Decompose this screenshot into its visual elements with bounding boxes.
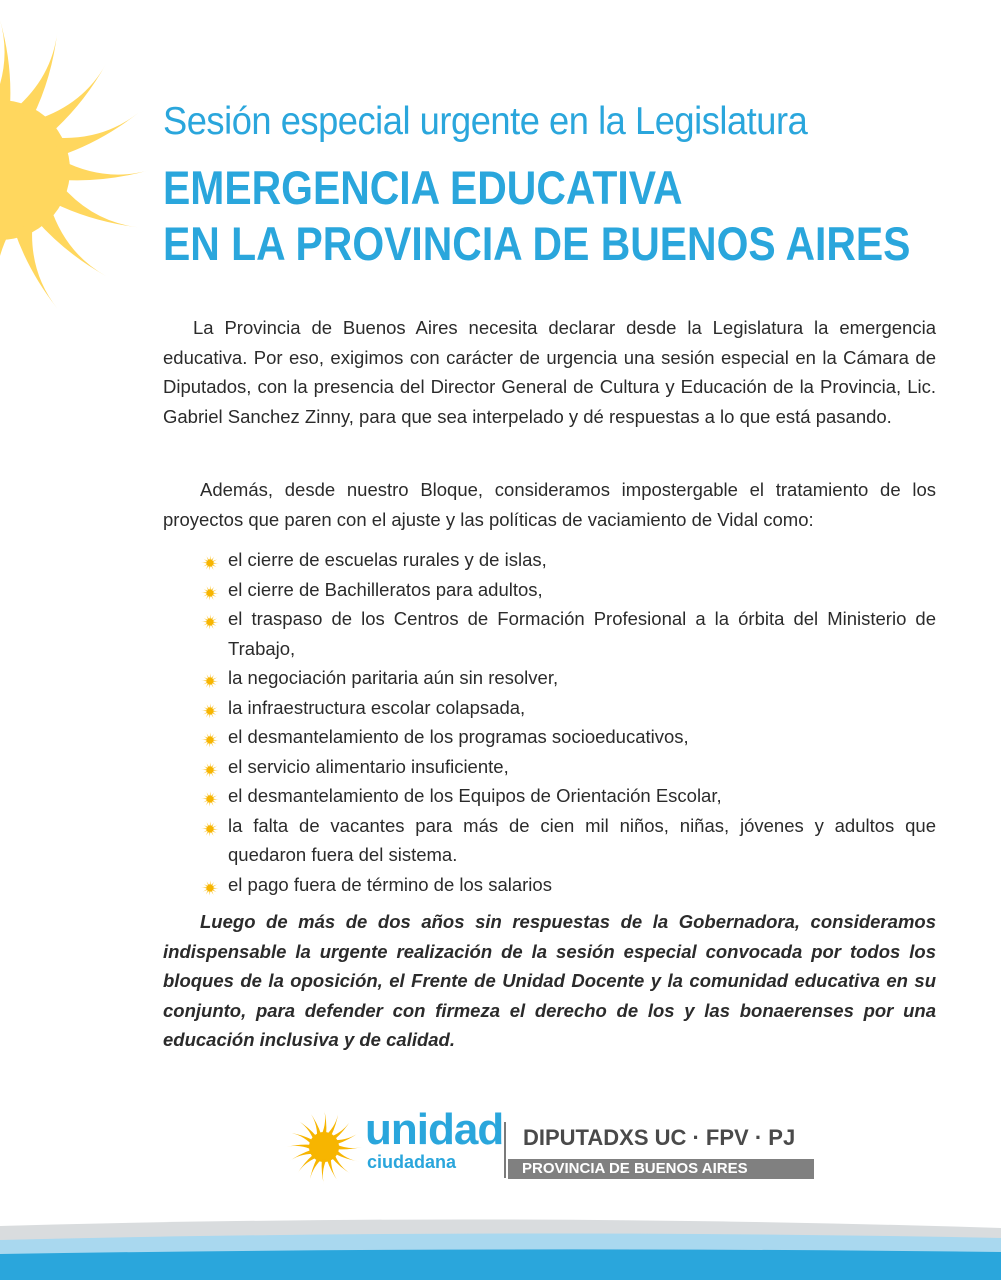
sun-ray xyxy=(209,820,210,826)
sun-ray xyxy=(211,595,214,600)
sun-ray xyxy=(211,683,214,688)
brand-name: unidad xyxy=(365,1105,504,1154)
sun-ray xyxy=(206,742,209,747)
sun-ray xyxy=(297,1155,316,1174)
sun-icon xyxy=(201,613,219,631)
sun-ray xyxy=(206,673,209,678)
sun-ray xyxy=(202,741,207,744)
sun-ray xyxy=(206,890,209,895)
list-item: la infraestructura escolar colapsada, xyxy=(163,693,936,723)
sun-ray xyxy=(201,828,207,829)
sun-ray xyxy=(202,888,207,891)
sun-ray xyxy=(332,1155,351,1174)
sun-ray xyxy=(211,713,214,718)
sun-bullet-icon xyxy=(201,728,219,746)
sun-ray xyxy=(209,713,210,719)
list-item: la negociación paritaria aún sin resolver, xyxy=(163,663,936,693)
demands-paragraph: Además, desde nuestro Bloque, consideramos impostergable el tratamiento de los proyectos que paren con el ajuste y las políticas de vaciamiento de Vidal como: xyxy=(163,479,936,530)
sun-ray xyxy=(213,710,219,711)
sun-ray xyxy=(206,703,209,708)
sun-ray xyxy=(209,566,210,572)
sun-ray xyxy=(201,562,207,563)
sun-ray xyxy=(209,890,210,896)
sun-ray xyxy=(211,890,214,895)
brand-subname: ciudadana xyxy=(367,1152,457,1172)
sun-ray xyxy=(212,618,217,621)
sun-ray xyxy=(201,739,207,740)
list-item: el desmantelamiento de los Equipos de Orientación Escolar, xyxy=(163,781,936,811)
sun-ray xyxy=(211,821,214,826)
sun-ray xyxy=(202,736,207,739)
list-item: el desmantelamiento de los programas socioeducativos, xyxy=(163,722,936,752)
sun-ray xyxy=(202,588,207,591)
sun-ray xyxy=(202,706,207,709)
sun-ray xyxy=(211,772,214,777)
sun-ray xyxy=(206,555,209,560)
sun-ray xyxy=(14,223,57,309)
sun-icon xyxy=(285,1108,363,1186)
sun-ray xyxy=(14,31,57,117)
sun-ray xyxy=(202,711,207,714)
sun-ray xyxy=(201,710,207,711)
sun-ray xyxy=(212,765,217,768)
sun-ray xyxy=(201,621,207,622)
sun-ray xyxy=(206,683,209,688)
sun-ray xyxy=(209,672,210,678)
sun-ray xyxy=(213,739,219,740)
sun-ray xyxy=(211,801,214,806)
sun-ray xyxy=(209,684,210,690)
sun-ray xyxy=(0,20,10,109)
sun-ray xyxy=(202,829,207,832)
sun-icon xyxy=(201,554,219,572)
sun-ray xyxy=(213,828,219,829)
sun-ray xyxy=(202,795,207,798)
sun-ray xyxy=(206,801,209,806)
sun-ray xyxy=(212,682,217,685)
province-label: PROVINCIA DE BUENOS AIRES xyxy=(508,1159,814,1179)
sun-ray xyxy=(211,585,214,590)
sun-ray xyxy=(211,673,214,678)
sun-ray xyxy=(209,702,210,708)
list-item: el cierre de escuelas rurales y de islas, xyxy=(163,545,936,575)
sun-ray xyxy=(211,742,214,747)
sun-ray xyxy=(213,680,219,681)
sun-bullet-icon xyxy=(201,787,219,805)
sun-ray xyxy=(212,623,217,626)
demands-list xyxy=(163,545,936,899)
sun-ray xyxy=(332,1120,351,1139)
sun-ray xyxy=(211,555,214,560)
sun-ray xyxy=(322,1109,327,1134)
sun-ray xyxy=(213,592,219,593)
sun-icon xyxy=(201,879,219,897)
sun-ray xyxy=(337,1145,362,1150)
sun-ray xyxy=(202,564,207,567)
sun-ray xyxy=(209,584,210,590)
sun-bullet-icon xyxy=(201,669,219,687)
sun-ray xyxy=(212,706,217,709)
sun-ray xyxy=(53,184,139,227)
sun-ray xyxy=(202,765,207,768)
sun-ray xyxy=(201,680,207,681)
sun-ray xyxy=(202,559,207,562)
sun-ray xyxy=(202,770,207,773)
sun-ray xyxy=(209,554,210,560)
sun-ray xyxy=(209,790,210,796)
list-item: el pago fuera de término de los salarios xyxy=(163,870,936,900)
title-line-2: EN LA PROVINCIA DE BUENOS AIRES xyxy=(163,217,911,270)
sun-ray xyxy=(286,1145,311,1150)
logo-divider xyxy=(504,1122,506,1178)
sun-ray xyxy=(202,623,207,626)
sun-ray xyxy=(202,677,207,680)
sun-bullet-icon xyxy=(201,758,219,776)
sun-bullet-icon xyxy=(201,817,219,835)
list-item: el servicio alimentario insuficiente, xyxy=(163,752,936,782)
sun-ray xyxy=(213,798,219,799)
corner-sun-icon xyxy=(0,0,170,330)
sun-ray xyxy=(297,1120,316,1139)
sun-ray xyxy=(212,741,217,744)
sun-ray xyxy=(211,624,214,629)
sun-ray xyxy=(202,682,207,685)
sun-ray xyxy=(211,732,214,737)
sun-ray xyxy=(209,613,210,619)
page-subtitle: Sesión especial urgente en la Legislatura xyxy=(163,100,808,143)
sun-ray xyxy=(209,802,210,808)
list-item: el traspaso de los Centros de Formación Profesional a la órbita del Ministerio de Trabajo, xyxy=(163,604,936,663)
sun-ray xyxy=(212,711,217,714)
sun-ray xyxy=(201,592,207,593)
sun-icon xyxy=(201,672,219,690)
sun-ray xyxy=(212,588,217,591)
sun-ray xyxy=(209,595,210,601)
sun-ray xyxy=(61,160,150,180)
sun-ray xyxy=(212,800,217,803)
sun-ray xyxy=(209,761,210,767)
sun-ray xyxy=(212,770,217,773)
sun-ray xyxy=(209,879,210,885)
sun-ray xyxy=(206,791,209,796)
sun-ray xyxy=(206,595,209,600)
sun-ray xyxy=(213,562,219,563)
closing-paragraph: Luego de más de dos años sin respuestas de la Gobernadora, consideramos indispensable la urgente realización de la sesión especial convocada por todos los bloques de la oposición, el Frente de Unidad Docente y la comunidad educativa en su conjunto, para defender con firmeza el derecho de los y las bonaerenses por una educación inclusiva y de calidad. xyxy=(163,911,936,1050)
sun-bullet-icon xyxy=(201,551,219,569)
sun-ray xyxy=(212,888,217,891)
sun-icon xyxy=(201,790,219,808)
sun-ray xyxy=(212,593,217,596)
sun-ray xyxy=(211,791,214,796)
sun-ray xyxy=(202,618,207,621)
sun-ray xyxy=(202,593,207,596)
sun-ray xyxy=(202,800,207,803)
sun-ray xyxy=(209,743,210,749)
sun-icon xyxy=(201,731,219,749)
sun-ray xyxy=(206,762,209,767)
sun-ray xyxy=(201,798,207,799)
sun-ray xyxy=(211,703,214,708)
sun-ray xyxy=(327,1112,339,1136)
sun-icon xyxy=(0,10,160,330)
sun-icon xyxy=(201,584,219,602)
sun-ray xyxy=(206,821,209,826)
sun-ray xyxy=(0,231,10,320)
list-item: la falta de vacantes para más de cien mil niños, niñas, jóvenes y adultos que quedaron fuera del sistema. xyxy=(163,811,936,870)
sun-ray xyxy=(211,565,214,570)
title-line-1: EMERGENCIA EDUCATIVA xyxy=(163,161,683,214)
sun-ray xyxy=(209,772,210,778)
sun-ray xyxy=(202,883,207,886)
sun-ray xyxy=(209,625,210,631)
sun-bullet-icon xyxy=(201,581,219,599)
sun-ray xyxy=(206,772,209,777)
sun-ray xyxy=(211,831,214,836)
sun-ray xyxy=(335,1150,359,1162)
sun-ray xyxy=(211,762,214,767)
sun-ray xyxy=(212,559,217,562)
sun-ray xyxy=(209,731,210,737)
sun-ray xyxy=(206,614,209,619)
sun-ray xyxy=(322,1160,327,1185)
sun-ray xyxy=(209,831,210,837)
sun-ray xyxy=(211,614,214,619)
sun-ray xyxy=(212,883,217,886)
footer-wave xyxy=(0,1216,1001,1280)
sun-ray xyxy=(206,624,209,629)
list-item: el cierre de Bachilleratos para adultos, xyxy=(163,575,936,605)
sun-bullet-icon xyxy=(201,876,219,894)
sun-ray xyxy=(53,113,139,156)
sun-ray xyxy=(206,732,209,737)
sun-ray xyxy=(212,829,217,832)
sun-bullet-icon xyxy=(201,610,219,628)
sun-ray xyxy=(206,831,209,836)
sun-ray xyxy=(206,713,209,718)
sun-ray xyxy=(212,824,217,827)
sun-ray xyxy=(213,769,219,770)
page-title xyxy=(163,160,910,272)
sun-ray xyxy=(206,565,209,570)
sun-ray xyxy=(212,564,217,567)
sun-icon xyxy=(201,820,219,838)
sun-ray xyxy=(213,621,219,622)
sun-icon xyxy=(201,761,219,779)
sun-ray xyxy=(212,677,217,680)
unidad-ciudadana-logo xyxy=(285,1105,825,1188)
sun-ray xyxy=(309,1158,321,1182)
sun-ray xyxy=(212,795,217,798)
sun-ray xyxy=(201,887,207,888)
sun-ray xyxy=(211,880,214,885)
intro-paragraph: La Provincia de Buenos Aires necesita declarar desde la Legislatura la emergencia educativa. Por eso, exigimos con carácter de urgencia una sesión especial en la Cámara de Diputados, con la presencia del Director General de Cultura y Educación de la Provincia, Lic. Gabriel Sanchez Zinny, para que sea interpelado y dé respuestas a lo que está pasando. xyxy=(163,317,936,427)
bloc-name: DIPUTADXS UC · FPV · PJ xyxy=(523,1125,796,1150)
sun-ray xyxy=(202,824,207,827)
sun-ray xyxy=(206,585,209,590)
sun-ray xyxy=(206,880,209,885)
sun-ray xyxy=(201,769,207,770)
sun-ray xyxy=(212,736,217,739)
sun-ray xyxy=(213,887,219,888)
sun-bullet-icon xyxy=(201,699,219,717)
sun-icon xyxy=(201,702,219,720)
sun-ray xyxy=(289,1132,313,1144)
